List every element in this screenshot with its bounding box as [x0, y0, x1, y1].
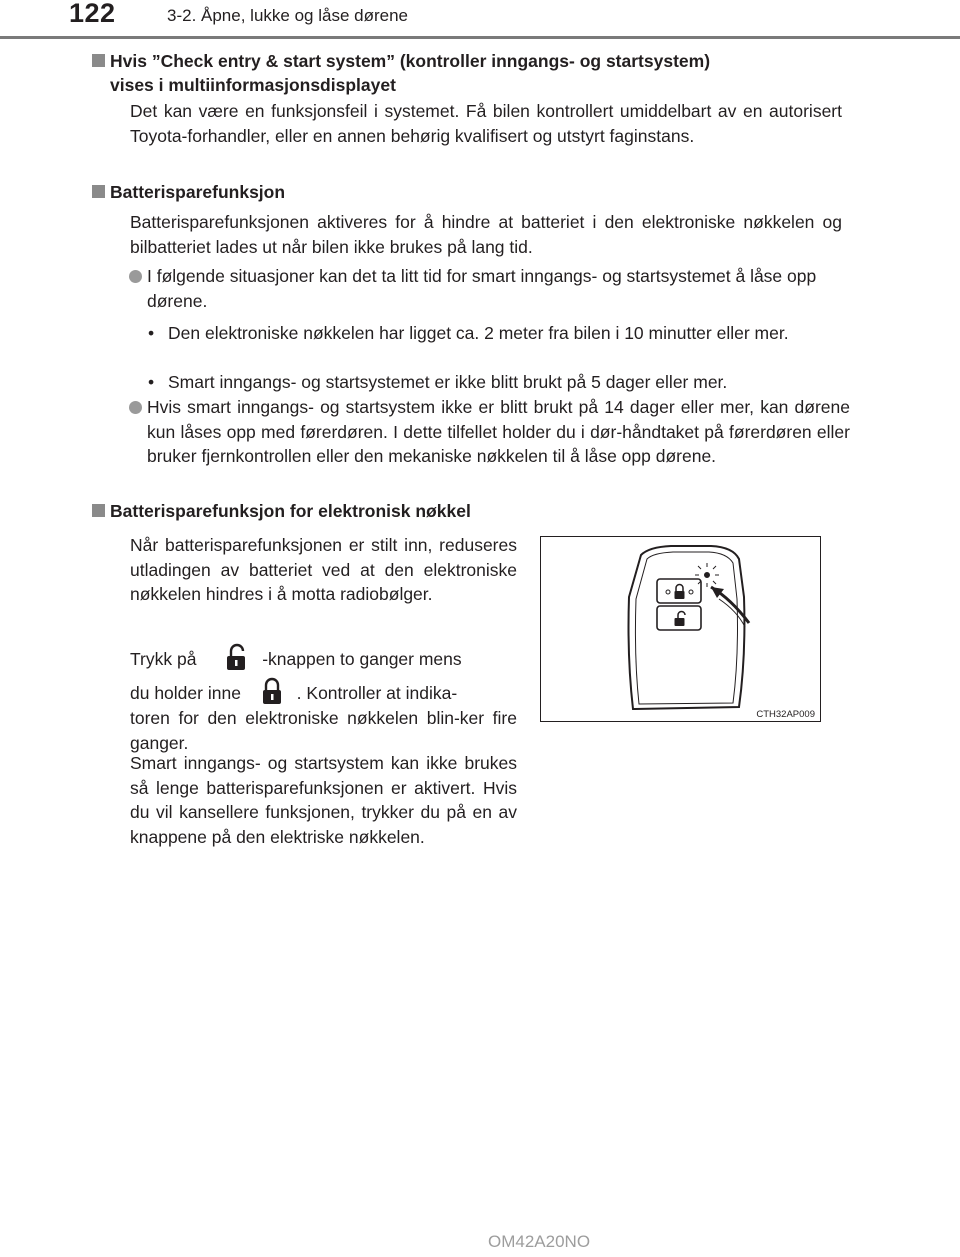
paragraph-indicator-blinks: toren for den elektroniske nøkkelen blin-ker fire ganger. — [130, 708, 517, 753]
page-header — [0, 0, 960, 40]
section-title-text: Batterisparefunksjon for elektronisk nøkkel — [110, 501, 471, 521]
paragraph-check-entry: Det kan være en funksjonsfeil i systemet. Få bilen kontrollert umiddelbart av en autorisert Toyota-forhandler, eller en annen behørig kvalifisert og utstyrt faginstans. — [130, 101, 842, 146]
section-title-text: Batterisparefunksjon — [110, 182, 286, 202]
key-fob-figure — [540, 536, 821, 722]
header-divider — [0, 36, 960, 39]
section-title-line: vises i multiinformasjonsdisplayet — [110, 75, 396, 95]
round-bullet-icon — [129, 270, 142, 283]
section-title-line: Hvis ”Check entry & start system” (kontroller inngangs- og startsystem) — [110, 51, 711, 71]
instruction-text: . Kontroller at indika- — [296, 682, 458, 703]
figure-code: CTH32AP009 — [756, 709, 815, 720]
bullet-situations: I følgende situasjoner kan det ta litt tid for smart inngangs- og startsystemet å låse opp dørene. — [147, 266, 817, 311]
section-title-battery-saver — [110, 180, 285, 204]
sub-bullet-marker: • — [148, 372, 155, 392]
round-bullet-icon — [129, 401, 142, 414]
sub-bullet-distance: Den elektroniske nøkkelen har ligget ca. 2 meter fra bilen i 10 minutter eller mer. — [168, 323, 789, 343]
paragraph-saver-active: Smart inngangs- og startsystem kan ikke brukes så lenge batterisparefunksjonen er aktivert. Hvis du vil kansellere funksjonen, trykker du på en av knappene på den elektriske nøkkelen. — [130, 753, 517, 847]
chapter-title: 3-2. Åpne, lukke og låse dørene — [167, 6, 408, 25]
instruction-text: -knappen to ganger mens — [262, 648, 462, 669]
square-bullet-icon — [92, 185, 105, 198]
section-title-key-battery-saver — [110, 499, 471, 523]
page-number: 122 — [69, 0, 116, 28]
instruction-text: Trykk på — [130, 648, 197, 669]
unlock-icon — [223, 642, 251, 679]
paragraph-battery-saver: Batterisparefunksjonen aktiveres for å hindre at batteriet i den elektroniske nøkkelen og bilbatteriet lades ut når bilen ikke brukes på lang tid. — [130, 212, 842, 257]
square-bullet-icon — [92, 54, 105, 67]
sub-bullet-marker: • — [148, 323, 155, 343]
bullet-fourteen-days: Hvis smart inngangs- og startsystem ikke er blitt brukt på 14 dager eller mer, kan dørene kun låses opp med førerdøren. I dette tilfellet holder du i dør-håndtaket på førerdøren eller bruker fjernkontrollen eller den mekaniske nøkkelen til å låse opp dørene. — [147, 397, 850, 466]
key-fob-illustration — [541, 537, 820, 721]
footer-watermark: OM42A20NO — [488, 1232, 591, 1251]
sub-bullet-days: Smart inngangs- og startsystemet er ikke blitt brukt på 5 dager eller mer. — [168, 372, 728, 392]
paragraph-press-instruction-1 — [130, 642, 517, 679]
section-title-check-entry — [110, 49, 850, 97]
indicator-light-icon — [695, 563, 719, 587]
paragraph-key-saver-intro: Når batterisparefunksjonen er stilt inn, reduseres utladingen av batteriet ved at den elektroniske nøkkelen hindres i å motta radiobølger. — [130, 535, 517, 604]
instruction-text: du holder inne — [130, 682, 241, 703]
square-bullet-icon — [92, 504, 105, 517]
